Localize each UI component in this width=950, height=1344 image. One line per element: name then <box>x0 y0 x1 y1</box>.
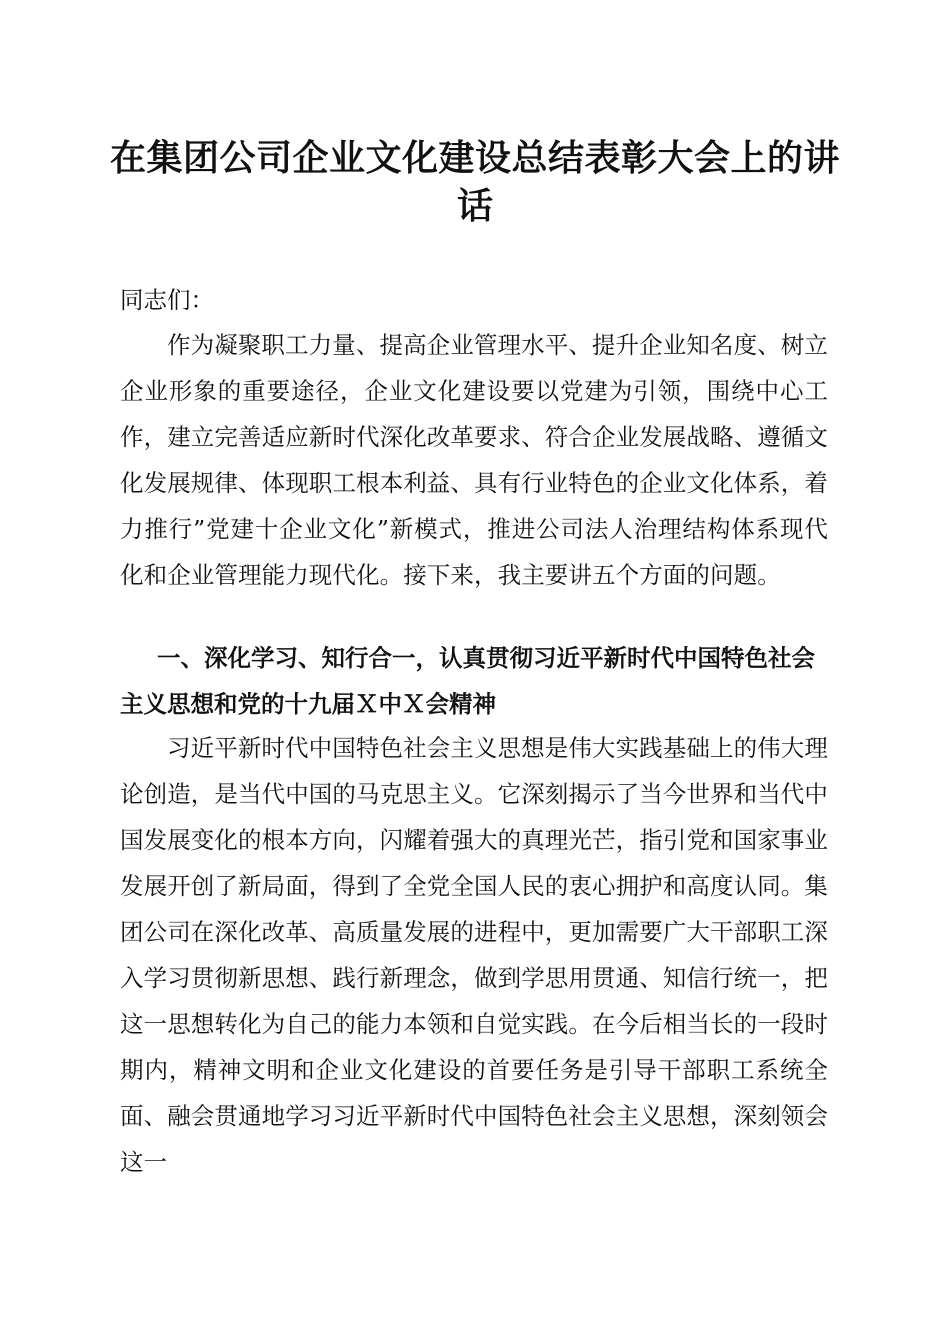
document-title-line-2: 话 <box>456 185 493 227</box>
greeting: 同志们： <box>120 286 214 314</box>
paragraph-section-1: 习近平新时代中国特色社会主义思想是伟大实践基础上的伟大理论创造，是当代中国的马克思主义。它深刻揭示了当今世界和当代中国发展变化的根本方向，闪耀着强大的真理光芒，指引党和国家事业发展开创了新局面，得到了全党全国人民的衷心拥护和高度认同。集团公司在深化改革、高质量发展的进程中，更加需要广大干部职工深入学习贯彻新思想、践行新理念，做到学思用贯通、知信行统一，把这一思想转化为自己的能力本领和自觉实践。在今后相当长的一段时期内，精神文明和企业文化建设的首要任务是引导干部职工系统全面、融会贯通地学习习近平新时代中国特色社会主义思想，深刻领会这一 <box>120 734 828 1176</box>
document-title-line-1: 在集团公司企业文化建设总结表彰大会上的讲 <box>110 137 841 179</box>
paragraph-intro: 作为凝聚职工力量、提高企业管理水平、提升企业知名度、树立企业形象的重要途径，企业文化建设要以党建为引领，围绕中心工作，建立完善适应新时代深化改革要求、符合企业发展战略、遵循文化发展规律、体现职工根本利益、具有行业特色的企业文化体系，着力推行”党建十企业文化”新模式，推进公司法人治理结构体系现代化和企业管理能力现代化。接下来，我主要讲五个方面的问题。 <box>120 331 828 589</box>
section-heading-1: 一、深化学习、知行合一，认真贯彻习近平新时代中国特色社会主义思想和党的十九届Ｘ中Ｘ会精神 <box>120 644 815 718</box>
